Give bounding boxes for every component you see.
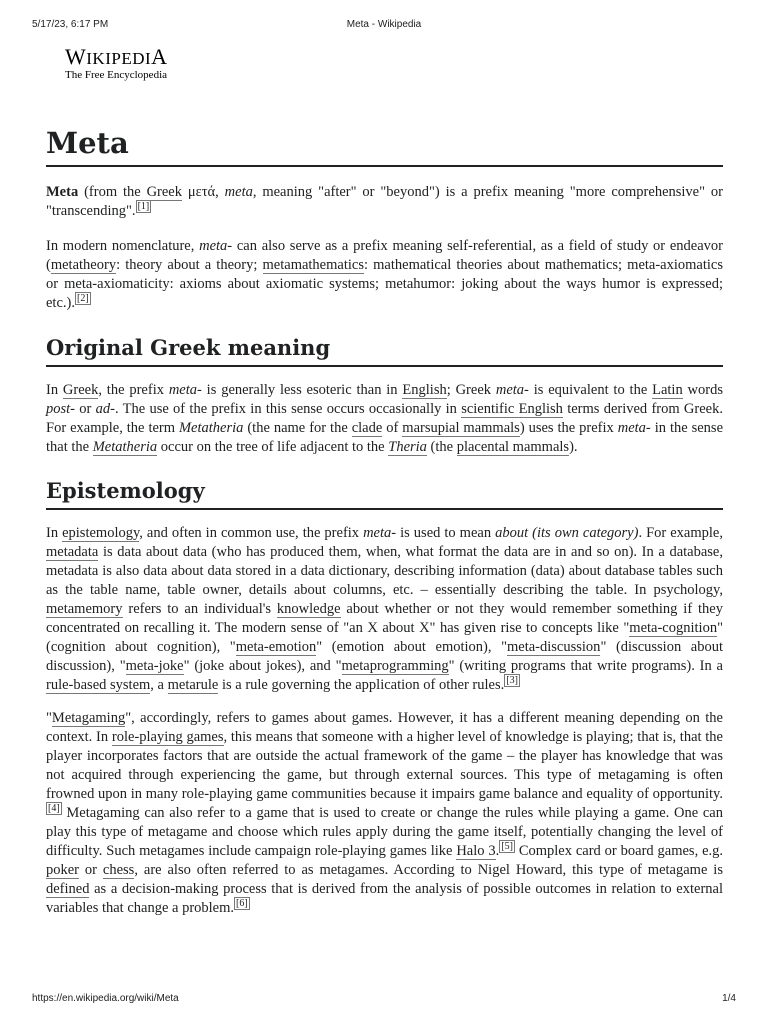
italic-meta: meta- (363, 525, 397, 541)
link-scientific-english[interactable]: scientific English (461, 401, 563, 417)
reference-4-link[interactable]: [4] (48, 803, 60, 815)
text: . (495, 843, 500, 859)
text: , meaning "after" or "beyond") is a prefix meaning "more comprehensive" or "transcending". (46, 184, 723, 219)
reference-2-link[interactable]: [2] (76, 293, 89, 305)
lead-term: Meta (46, 184, 79, 200)
link-chess[interactable]: chess (102, 862, 135, 878)
text: or (75, 401, 96, 417)
link-metaprogramming[interactable]: metaprogramming (341, 658, 449, 674)
text: as a decision-making process that is derived from the analysis of possible outcomes in relation to external variables that change a problem. (46, 881, 723, 916)
text: In (46, 525, 63, 541)
reference-6-link[interactable]: [6] (236, 898, 248, 910)
text: words (682, 382, 723, 398)
text: about whether or not they would remember something if they concentrated on recalling it. The modern sense of "an X about X" has given rise to concepts like " (46, 601, 723, 636)
reference-6 (234, 897, 250, 910)
reference-1-link[interactable]: [1] (137, 201, 150, 213)
reference-4 (46, 802, 62, 815)
link-greek[interactable]: Greek (146, 184, 182, 200)
link-marsupial-mammals[interactable]: marsupial mammals (402, 420, 520, 436)
link-english[interactable]: English (402, 382, 447, 398)
text: terms derived from Greek. For example, the term (46, 401, 723, 436)
text: (the (426, 439, 457, 455)
link-metarule[interactable]: metarule (167, 677, 219, 693)
link-defined[interactable]: defined (46, 881, 90, 897)
text: , and often in common use, the prefix (139, 525, 364, 541)
text: Complex card or board games, e.g. (514, 843, 724, 859)
text: : theory about a theory; (116, 257, 263, 273)
link-metagaming[interactable]: Metagaming (51, 710, 126, 726)
epistemology-paragraph (46, 524, 723, 695)
text: ; Greek (446, 382, 496, 398)
link-meta-cognition[interactable]: meta-cognition (629, 620, 718, 636)
text: (from the (78, 184, 147, 200)
text: is equivalent to the (528, 382, 653, 398)
wikipedia-wordmark (65, 46, 168, 68)
reference-3 (504, 674, 520, 687)
italic-meta: meta- (495, 382, 529, 398)
text: can also serve as a prefix meaning self-referential, as a field of study or endeavor ( (46, 238, 723, 273)
text: Metagaming can also refer to a game that is used to create or change the rules while playing a game. One can play this type of metagame and choose which rules apply during the game itself, potentially changing the level of difficulty. Such metagames include campaign role-playing games like (46, 805, 723, 859)
text: " (writing programs that write programs). In a (448, 658, 723, 674)
link-meta-joke[interactable]: meta-joke (125, 658, 184, 674)
text: " (emotion about emotion), " (316, 639, 507, 655)
text: is data about data (who has produced them, when, what format the data are in and so on). In a database, metadata is also data about data stored in a data dictionary, describing information (data) about database tables such as the table name, table owner, details about columns, etc. – essentially describing the table. In psychology, (46, 544, 723, 598)
link-meta-discussion[interactable]: meta-discussion (507, 639, 601, 655)
section-heading-greek: Original Greek meaning (46, 333, 723, 367)
link-placental-mammals[interactable]: placental mammals (456, 439, 570, 455)
text: or (79, 862, 103, 878)
link-latin[interactable]: Latin (652, 382, 683, 398)
link-metadata[interactable]: metadata (46, 544, 99, 560)
text: " (discussion about discussion), " (46, 639, 723, 674)
print-page-number: 1/4 (722, 993, 736, 1004)
reference-5-link[interactable]: [5] (501, 841, 513, 853)
reference-5 (499, 840, 515, 853)
link-metamemory[interactable]: metamemory (46, 601, 123, 617)
italic-meta: meta (224, 184, 253, 200)
section-heading-epistemology: Epistemology (46, 476, 723, 510)
link-metatheory[interactable]: metatheory (50, 257, 117, 273)
link-greek[interactable]: Greek (62, 382, 99, 398)
link-meta-emotion[interactable]: meta-emotion (235, 639, 317, 655)
text: . The use of the prefix in this sense occurs occasionally in (114, 401, 462, 417)
italic-metatheria: Metatheria (178, 420, 244, 436)
text: ). (569, 439, 578, 455)
link-halo-3[interactable]: Halo 3 (456, 843, 496, 859)
link-poker[interactable]: poker (46, 862, 80, 878)
article-content (46, 124, 723, 918)
text: in the sense that the (46, 420, 724, 455)
text: is generally less esoteric than in (201, 382, 403, 398)
link-metatheria[interactable]: Metatheria (92, 439, 158, 455)
print-url: https://en.wikipedia.org/wiki/Meta (32, 993, 179, 1004)
text: In modern nomenclature, (46, 238, 200, 254)
text: is used to mean (396, 525, 496, 541)
text: " (46, 710, 52, 726)
italic-meta: meta- (617, 420, 651, 436)
text: ) uses the prefix (519, 420, 618, 436)
lead-paragraph (46, 183, 723, 221)
wikipedia-tagline: The Free Encyclopedia (65, 69, 168, 81)
metagaming-paragraph (46, 709, 723, 918)
italic-about: about (its own category) (495, 525, 639, 541)
wordmark-mid: IKIPEDI (86, 49, 152, 68)
text: . For example, (638, 525, 723, 541)
print-datetime: 5/17/23, 6:17 PM (32, 19, 109, 30)
italic-post: post- (46, 401, 75, 417)
text: , the prefix (98, 382, 169, 398)
italic-meta: meta- (199, 238, 233, 254)
page-title: Meta (46, 124, 723, 167)
text: , this means that someone with a higher level of knowledge is playing; that is, that the player incorporates factors that are outside the actual framework of the game – the player has knowledge that was not acquired through experiencing the game, but through external sources. This type of metagaming is often frowned upon in many role-playing game communities because it impairs game balance and equality of opportunity. (46, 729, 723, 802)
link-knowledge[interactable]: knowledge (276, 601, 341, 617)
reference-1 (136, 200, 152, 213)
link-rule-based-system[interactable]: rule-based system (46, 677, 151, 693)
text: : mathematical theories about mathematics; meta-axiomatics or meta-axiomaticity: axioms about axiomatic systems; metahumor: joking about the ways humor is expressed; etc.). (46, 257, 723, 311)
italic-ad: ad- (95, 401, 115, 417)
link-theria[interactable]: Theria (388, 439, 427, 455)
text: " (cognition about cognition), " (46, 620, 723, 655)
text: refers to an individual's (122, 601, 277, 617)
print-doc-title: Meta - Wikipedia (346, 19, 422, 30)
text: μετά, (181, 184, 225, 200)
text: (the name for the (243, 420, 352, 436)
text: occur on the tree of life adjacent to the (157, 439, 389, 455)
link-role-playing-games[interactable]: role-playing games (111, 729, 224, 745)
wikipedia-logo[interactable] (65, 46, 168, 81)
wordmark-first: W (65, 44, 87, 69)
link-epistemology[interactable]: epistemology (62, 525, 140, 541)
text: " (joke about jokes), and " (183, 658, 342, 674)
link-clade[interactable]: clade (351, 420, 383, 436)
text: , are also often referred to as metagames. According to Nigel Howard, this type of metagame is (134, 862, 723, 878)
text: ", accordingly, refers to games about games. However, it has a different meaning depending on the context. In (46, 710, 723, 745)
italic-meta: meta- (168, 382, 202, 398)
wordmark-last: A (151, 44, 168, 69)
text: , a (150, 677, 168, 693)
text: In (46, 382, 63, 398)
link-metamathematics[interactable]: metamathematics (262, 257, 364, 273)
print-header (32, 19, 736, 33)
modern-paragraph (46, 237, 723, 313)
reference-2 (75, 292, 91, 305)
text: of (382, 420, 403, 436)
greek-paragraph (46, 381, 723, 457)
print-footer (32, 993, 736, 1007)
text: is a rule governing the application of other rules. (218, 677, 505, 693)
reference-3-link[interactable]: [3] (506, 675, 518, 687)
